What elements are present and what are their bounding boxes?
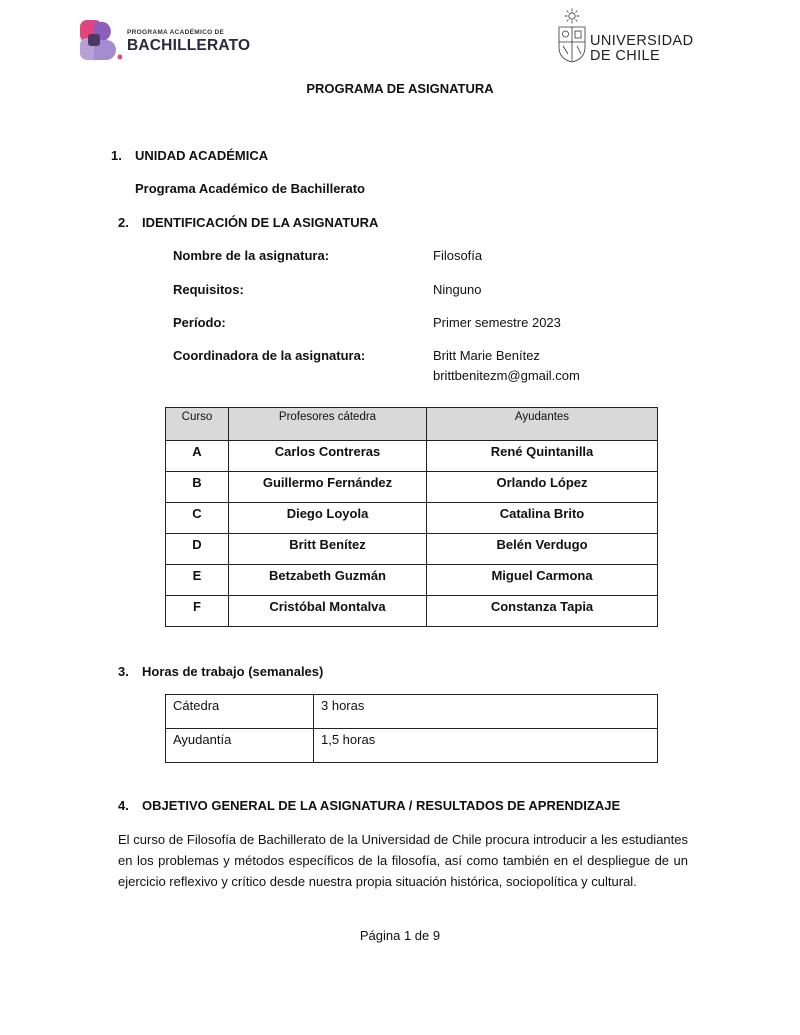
bachillerato-logo-title: BACHILLERATO — [127, 37, 251, 54]
field-label-coordinadora: Coordinadora de la asignatura: — [173, 348, 366, 363]
university-name-line1: UNIVERSIDAD — [590, 33, 694, 49]
field-label-requisitos: Requisitos: — [173, 282, 244, 297]
field-value-coordinadora: Britt Marie Benítez — [433, 348, 540, 363]
column-header-curso: Curso — [166, 408, 229, 441]
universidad-de-chile-name — [590, 34, 694, 64]
cell-profesor: Betzabeth Guzmán — [229, 565, 427, 596]
field-label-periodo: Período: — [173, 315, 226, 330]
table-row — [166, 596, 658, 627]
table-row — [166, 534, 658, 565]
cell-profesor: Diego Loyola — [229, 503, 427, 534]
cell-ayudante: Miguel Carmona — [427, 565, 658, 596]
document-title: PROGRAMA DE ASIGNATURA — [306, 81, 494, 96]
table-row — [166, 565, 658, 596]
field-label-name: Nombre de la asignatura: — [173, 248, 330, 263]
universidad-de-chile-logo — [556, 8, 694, 66]
table-header-row — [166, 408, 658, 441]
field-value-periodo: Primer semestre 2023 — [433, 315, 561, 330]
cell-curso: F — [166, 596, 229, 627]
cell-curso: A — [166, 441, 229, 472]
section-2-heading — [118, 215, 378, 230]
table-row — [166, 503, 658, 534]
work-hours-table — [165, 694, 658, 763]
cell-ayudante: Belén Verdugo — [427, 534, 658, 565]
section-4-heading — [118, 798, 620, 813]
field-value-requisitos: Ninguno — [433, 282, 482, 297]
cell-profesor: Cristóbal Montalva — [229, 596, 427, 627]
course-staff-table — [165, 407, 658, 627]
university-crest-icon — [556, 8, 588, 64]
cell-profesor: Carlos Contreras — [229, 441, 427, 472]
bachillerato-logo — [80, 20, 250, 62]
cell-profesor: Britt Benítez — [229, 534, 427, 565]
cell-ayudante: Catalina Brito — [427, 503, 658, 534]
field-value-name: Filosofía — [433, 248, 483, 263]
cell-hours: 3 horas — [314, 695, 658, 729]
cell-curso: D — [166, 534, 229, 565]
cell-activity: Ayudantía — [166, 729, 314, 763]
section-4-number: 4. — [118, 798, 129, 813]
cell-activity: Cátedra — [166, 695, 314, 729]
section-3-heading — [118, 664, 323, 679]
objective-paragraph: El curso de Filosofía de Bachillerato de la Universidad de Chile procura introducir a les estudiantes en los problemas y métodos específicos de la filosofía, así como también en el despliegue de un ejercicio reflexivo y crítico desde nuestra propia situación histórica, sociopolítica y cultural. — [118, 832, 688, 889]
cell-ayudante: Constanza Tapia — [427, 596, 658, 627]
section-1-title: UNIDAD ACADÉMICA — [135, 148, 269, 163]
table-row — [166, 472, 658, 503]
cell-profesor: Guillermo Fernández — [229, 472, 427, 503]
section-3-number: 3. — [118, 664, 129, 679]
cell-ayudante: Orlando López — [427, 472, 658, 503]
university-name-line2: DE CHILE — [590, 48, 661, 64]
page-number: Página 1 de 9 — [359, 928, 441, 943]
cell-hours: 1,5 horas — [314, 729, 658, 763]
cell-curso: E — [166, 565, 229, 596]
column-header-ayudantes: Ayudantes — [427, 408, 658, 441]
section-2-title: IDENTIFICACIÓN DE LA ASIGNATURA — [142, 215, 379, 230]
cell-curso: B — [166, 472, 229, 503]
coordinator-email: brittbenitezm@gmail.com — [433, 368, 580, 383]
bachillerato-logo-mark — [80, 20, 122, 62]
academic-unit-value: Programa Académico de Bachillerato — [135, 181, 365, 196]
cell-ayudante: René Quintanilla — [427, 441, 658, 472]
table-row — [166, 729, 658, 763]
section-2-number: 2. — [118, 215, 129, 230]
section-1-heading — [111, 148, 268, 163]
section-3-title: Horas de trabajo (semanales) — [142, 664, 324, 679]
bachillerato-logo-subtitle: PROGRAMA ACADÉMICO DE — [127, 29, 225, 36]
table-row — [166, 441, 658, 472]
column-header-profesores: Profesores cátedra — [229, 408, 427, 441]
section-1-number: 1. — [111, 148, 122, 163]
table-row — [166, 695, 658, 729]
section-4-title: OBJETIVO GENERAL DE LA ASIGNATURA / RESULTADOS DE APRENDIZAJE — [142, 798, 621, 813]
cell-curso: C — [166, 503, 229, 534]
